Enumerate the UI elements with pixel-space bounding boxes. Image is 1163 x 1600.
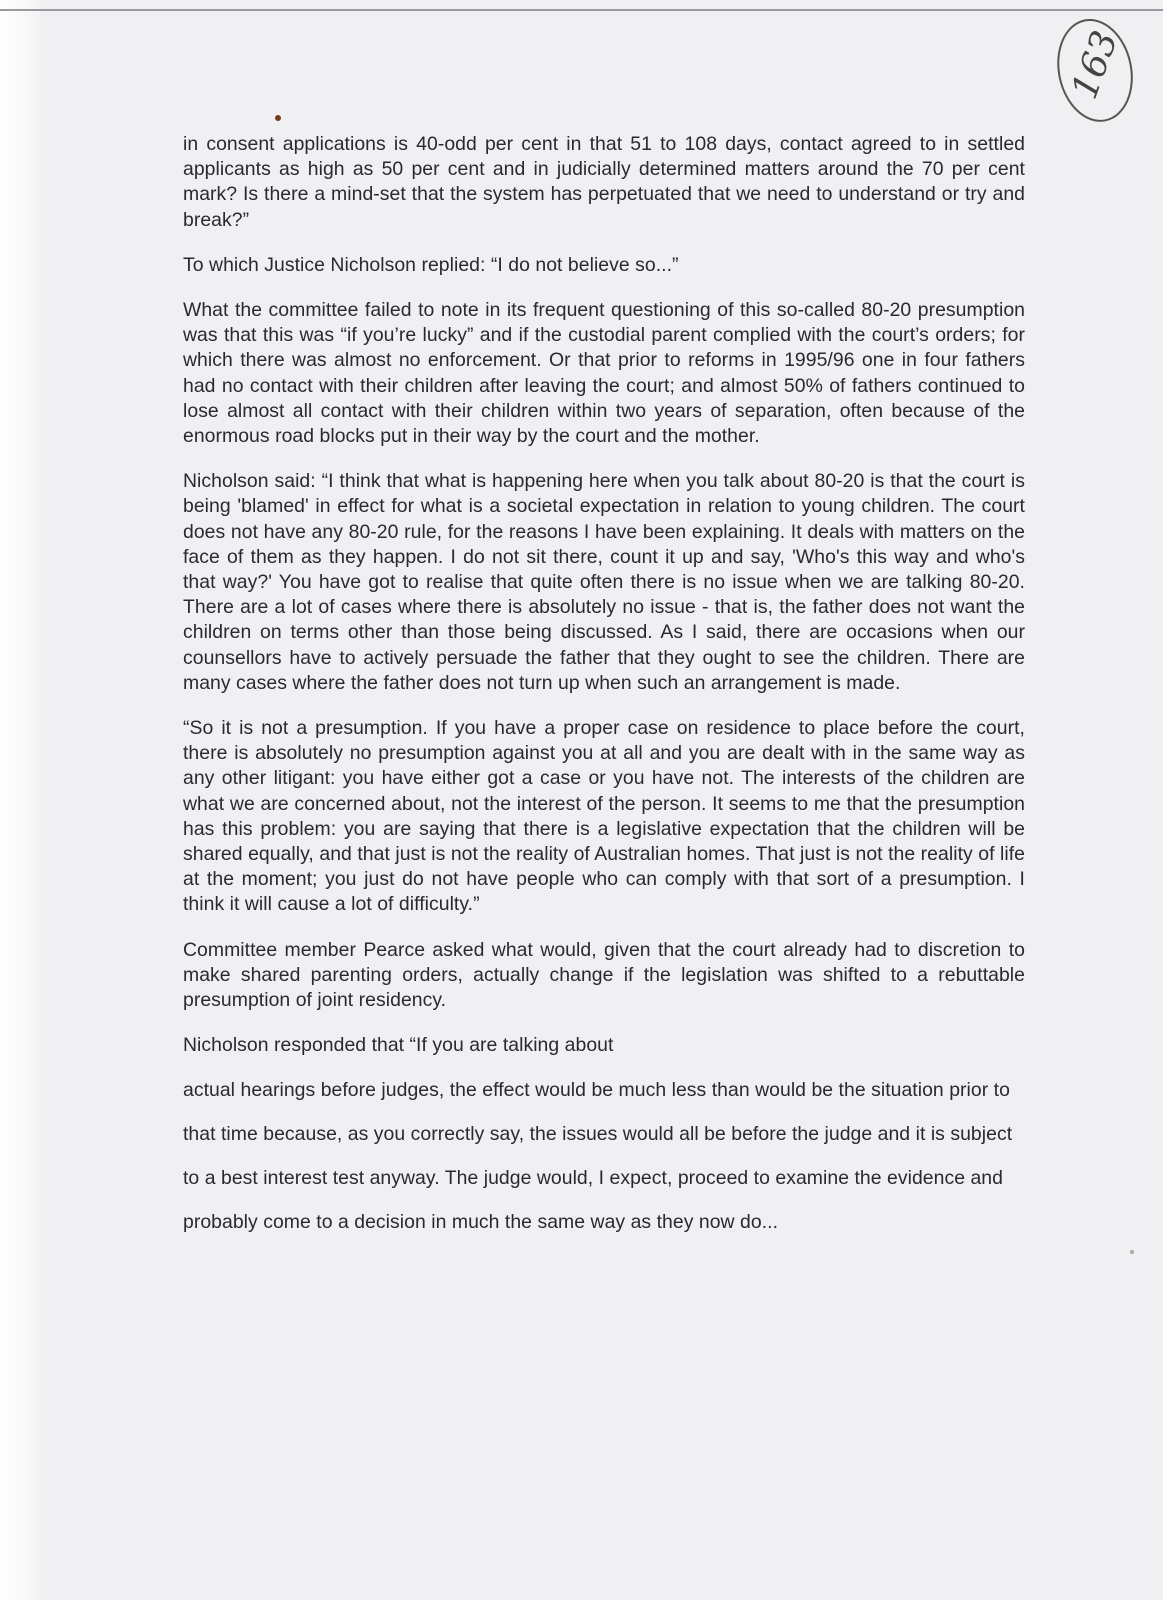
handwritten-page-number — [1048, 11, 1146, 129]
ink-speck — [275, 115, 281, 121]
paragraph: to a best interest test anyway. The judge would, I expect, proceed to examine the evidence and — [183, 1166, 1003, 1189]
paragraph: Nicholson said: “I think that what is happening here when you talk about 80-20 is that the court is being 'blamed' in effect for what is a societal expectation in relation to young children. The court does not have any 80-20 rule, for the reasons I have been explaining. It deals with matters on the face of them as they happen. I do not sit there, count it up and say, 'Who's this way and who's that way?' You have got to realise that quite often there is no issue when we are talking 80-20. There are a lot of cases where there is absolutely no issue - that is, the father does not want the children on terms other than those being discussed. As I said, there are occasions when our counsellors have to actively persuade the father that they ought to see the children. There are many cases where the father does not turn up when such an arrangement is made. — [183, 470, 1025, 694]
page-left-edge — [0, 0, 40, 1600]
paragraph: Nicholson responded that “If you are talking about — [183, 1034, 614, 1057]
paragraph: “So it is not a presumption. If you have a proper case on residence to place before the court, there is absolutely no presumption against you at all and you are dealt with in the same way as any other litigant: you have either got a case or you have not. The interests of the children are what we are concerned about, not the interest of the person. It seems to me that the presumption has this problem: you are saying that there is a legislative expectation that the children will be shared equally, and that just is not the reality of Australian homes. That just is not the reality of life at the moment; you just do not have people who can comply with that sort of a presumption. I think it will cause a lot of difficulty.” — [183, 717, 1025, 916]
paragraph: that time because, as you correctly say, the issues would all be before the judge and it is subject — [183, 1122, 1013, 1145]
page-number-text: 163 — [1064, 25, 1127, 105]
paragraph: in consent applications is 40-odd per cent in that 51 to 108 days, contact agreed to in settled applicants as high as 50 per cent and in judicially determined matters around the 70 per cent mark? Is there a mind-set that the system has perpetuated that we need to understand or try and break?” — [183, 133, 1025, 231]
scan-speck — [1130, 1250, 1134, 1254]
paragraph: actual hearings before judges, the effect would be much less than would be the situation prior to — [183, 1078, 1010, 1101]
page-top-edge — [0, 9, 1163, 11]
paragraph: Committee member Pearce asked what would, given that the court already had to discretion to make shared parenting orders, actually change if the legislation was shifted to a rebuttable presumption of joint residency. — [183, 938, 1025, 1012]
paragraph: What the committee failed to note in its frequent questioning of this so-called 80-20 presumption was that this was “if you’re lucky” and if the custodial parent complied with the court’s orders; for which there was almost no enforcement. Or that prior to reforms in 1995/96 one in four fathers had no contact with their children after leaving the court; and almost 50% of fathers continued to lose almost all contact with their children within two years of separation, often because of the enormous road blocks put in their way by the court and the mother. — [183, 299, 1025, 448]
paragraph: To which Justice Nicholson replied: “I do not believe so...” — [183, 253, 679, 276]
paragraph: probably come to a decision in much the same way as they now do... — [183, 1211, 779, 1234]
document-body — [183, 132, 1025, 1254]
